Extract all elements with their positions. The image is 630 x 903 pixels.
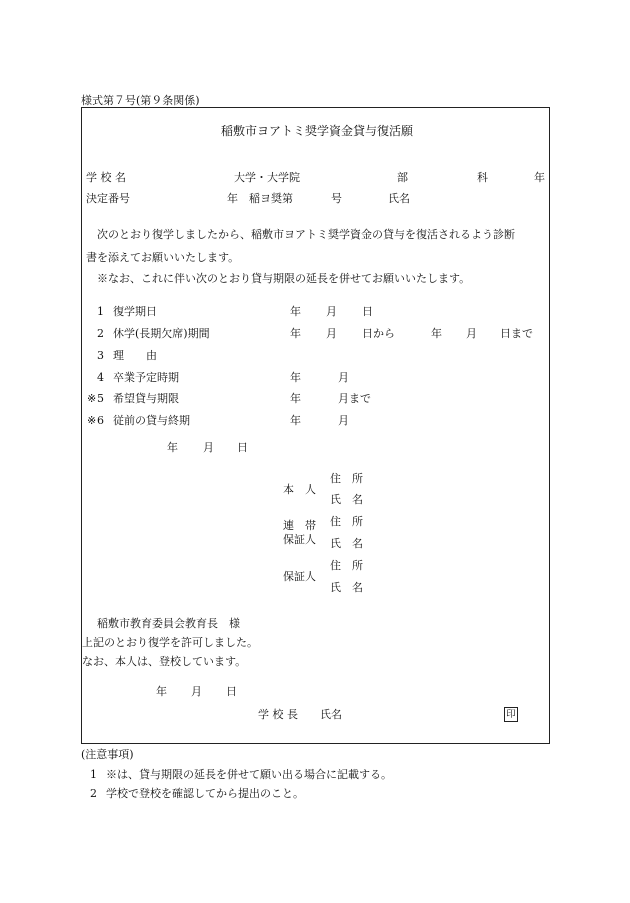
request-line-1: 次のとおり復学しましたから、稲敷市ヨアトミ奨学資金の貸与を復活されるよう診断 (97, 228, 515, 241)
name-label: 氏 名 (330, 581, 363, 594)
item-label: 休学(長期欠席)期間 (113, 327, 210, 340)
date-month: 月 (466, 327, 477, 340)
item-label: 希望貸与期限 (113, 392, 179, 405)
date-day: 日 (362, 305, 373, 318)
address-label: 住 所 (330, 472, 363, 485)
date-month-until: 月まで (338, 392, 371, 405)
school-year-suffix: 年 (534, 171, 545, 184)
school-univ-suffix: 大学・大学院 (234, 171, 300, 184)
item-number: 4 (97, 371, 104, 384)
date-year: 年 (290, 371, 301, 384)
item-number: 3 (97, 349, 104, 362)
item-number: 6 (97, 414, 104, 427)
item-label: 卒業予定時期 (113, 371, 179, 384)
item-number: 5 (97, 392, 104, 405)
date-year: 年 (290, 414, 301, 427)
decision-name-label: 氏名 (388, 192, 410, 205)
date-year: 年 (290, 327, 301, 340)
decision-prefix: 稲ヨ奨第 (249, 192, 293, 205)
addressee: 稲敷市教育委員会教育長 様 (97, 617, 240, 630)
approval-line-1: 上記のとおり復学を許可しました。 (82, 636, 258, 649)
note-number: 2 (90, 787, 97, 800)
date-month: 月 (338, 414, 349, 427)
application-date-year: 年 (167, 441, 178, 454)
name-label: 氏 名 (330, 493, 363, 506)
item-label: 理 由 (113, 349, 157, 362)
guarantor-label: 保証人 (283, 570, 316, 583)
school-dept-suffix: 部 (397, 171, 408, 184)
application-date-month: 月 (203, 441, 214, 454)
item-label: 復学期日 (113, 305, 157, 318)
decision-number-label: 決定番号 (86, 192, 130, 205)
approval-date-year: 年 (156, 685, 167, 698)
decision-number-suffix: 号 (331, 192, 342, 205)
date-month: 月 (326, 305, 337, 318)
note-text: 学校で登校を確認してから提出のこと。 (106, 787, 304, 800)
form-number-label: 様式第７号(第９条関係) (81, 94, 200, 107)
approval-date-month: 月 (191, 685, 202, 698)
date-year: 年 (290, 305, 301, 318)
date-day-from: 日から (362, 327, 395, 340)
date-month: 月 (326, 327, 337, 340)
address-label: 住 所 (330, 559, 363, 572)
note-number: 1 (90, 768, 97, 781)
extension-note: ※なお、これに伴い次のとおり貸与期限の延長を併せてお願いいたします。 (97, 272, 471, 285)
item-label: 従前の貸与終期 (113, 414, 190, 427)
notes-heading: (注意事項) (81, 748, 134, 761)
request-line-2: 書を添えてお願いいたします。 (86, 251, 240, 264)
school-faculty-suffix: 科 (477, 171, 488, 184)
application-date-day: 日 (237, 441, 248, 454)
date-month: 月 (338, 371, 349, 384)
item-mark: ※ (87, 414, 97, 427)
item-mark: ※ (87, 392, 97, 405)
item-number: 1 (97, 305, 104, 318)
name-label: 氏 名 (330, 537, 363, 550)
joint-guarantor-label-bottom: 保証人 (283, 533, 316, 546)
date-day-until: 日まで (500, 327, 533, 340)
signer-self-label: 本 人 (283, 483, 316, 496)
joint-guarantor-label-top: 連 帯 (283, 519, 316, 532)
item-number: 2 (97, 327, 104, 340)
principal-label: 学 校 長 (258, 708, 298, 721)
approval-line-2: なお、本人は、登校しています。 (82, 655, 247, 668)
school-name-label: 学 校 名 (86, 171, 126, 184)
address-label: 住 所 (330, 515, 363, 528)
approval-date-day: 日 (226, 685, 237, 698)
form-title: 稲敷市ヨアトミ奨学資金貸与復活願 (221, 124, 414, 138)
date-year: 年 (431, 327, 442, 340)
decision-year: 年 (227, 192, 238, 205)
note-text: ※は、貸与期限の延長を併せて願い出る場合に記載する。 (106, 768, 392, 781)
date-year: 年 (290, 392, 301, 405)
principal-name-label: 氏名 (320, 708, 342, 721)
seal-mark: 印 (504, 707, 518, 722)
